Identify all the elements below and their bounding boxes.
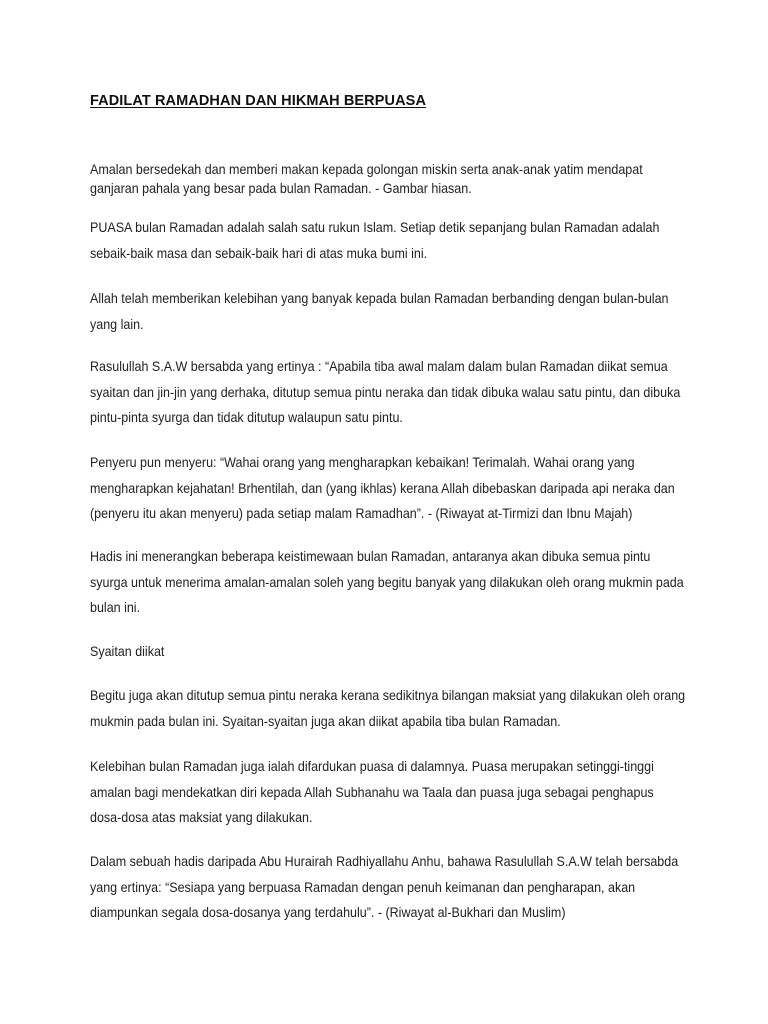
paragraph-3: Rasulullah S.A.W bersabda yang ertinya : “Apabila tiba awal malam dalam bulan Ramadan diikat semua syaitan dan jin-jin yang derhaka, ditutup semua pintu neraka dan tidak dibuka walau satu pintu, dan dibuka pintu-pinta syurga dan tidak ditutup walaupun satu pintu. (90, 359, 681, 425)
image-caption: Amalan bersedekah dan memberi makan kepada golongan miskin serta anak-anak yatim mendapat ganjaran pahala yang besar pada bulan Ramadan. - Gambar hiasan. (90, 162, 643, 196)
paragraph-5: Hadis ini menerangkan beberapa keistimewaan bulan Ramadan, antaranya akan dibuka semua pintu syurga untuk menerima amalan-amalan soleh yang begitu banyak yang dilakukan oleh orang mukmin pada bulan ini. (90, 549, 684, 615)
document-title: FADILAT RAMADHAN DAN HIKMAH BERPUASA (90, 93, 427, 109)
paragraph-2: Allah telah memberikan kelebihan yang banyak kepada bulan Ramadan berbanding dengan bulan-bulan yang lain. (90, 291, 669, 332)
paragraph-4: Penyeru pun menyeru: “Wahai orang yang mengharapkan kebaikan! Terimalah. Wahai orang yang mengharapkan kejahatan! Brhentilah, dan (yang ikhlas) kerana Allah dibebaskan daripada api neraka dan (penyeru itu akan menyeru) pada setiap malam Ramadhan”. - (Riwayat at-Tirmizi dan Ibnu Majah) (90, 455, 675, 521)
paragraph-1: PUASA bulan Ramadan adalah salah satu rukun Islam. Setiap detik sepanjang bulan Ramadan adalah sebaik-baik masa dan sebaik-baik hari di atas muka bumi ini. (90, 220, 660, 261)
paragraph-8: Dalam sebuah hadis daripada Abu Hurairah Radhiyallahu Anhu, bahawa Rasulullah S.A.W telah bersabda yang ertinya: “Sesiapa yang berpuasa Ramadan dengan penuh keimanan dan pengharapan, akan diampunkan segala dosa-dosanya yang terdahulu”. - (Riwayat al-Bukhari dan Muslim) (90, 854, 679, 920)
paragraph-7: Kelebihan bulan Ramadan juga ialah difardukan puasa di dalamnya. Puasa merupakan setinggi-tinggi amalan bagi mendekatkan diri kepada Allah Subhanahu wa Taala dan puasa juga sebagai penghapus dosa-dosa atas maksiat yang dilakukan. (90, 759, 654, 825)
section-heading: Syaitan diikat (90, 644, 165, 659)
paragraph-6: Begitu juga akan ditutup semua pintu neraka kerana sedikitnya bilangan maksiat yang dilakukan oleh orang mukmin pada bulan ini. Syaitan-syaitan juga akan diikat apabila tiba bulan Ramadan. (90, 688, 686, 729)
